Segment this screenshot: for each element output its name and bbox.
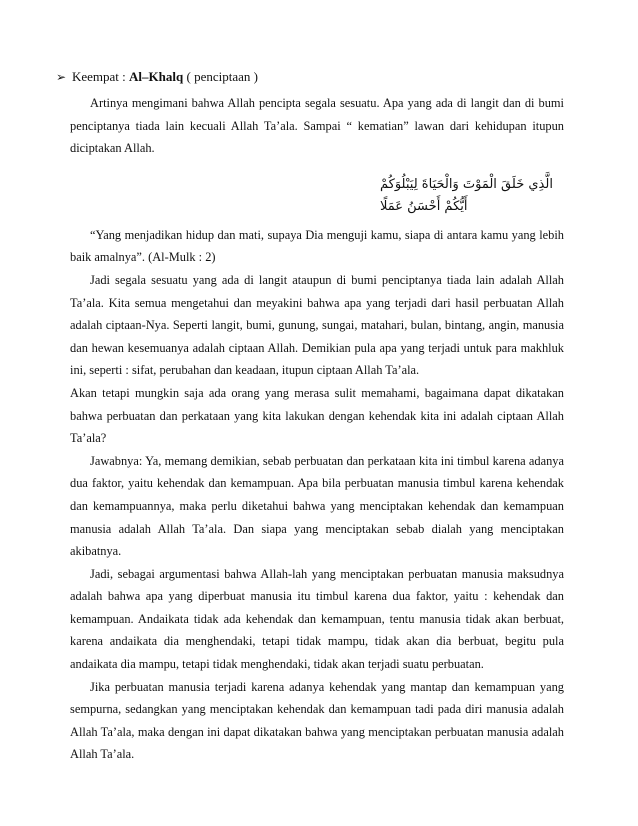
paragraph-4: Akan tetapi mungkin saja ada orang yang merasa sulit memahami, bagaimana dapat dikatakan bahwa perbuatan dan perkataan yang kita lakukan dengan kehendak kita ini adalah ciptaan Allah Ta’ala? <box>70 385 564 446</box>
arabic-verse: الَّذِي خَلَقَ الْمَوْتَ وَالْحَيَاةَ لِيَبْلُوَكُمْ أَيُّكُمْ أَحْسَنُ عَمَلًا <box>380 176 553 214</box>
paragraph-3: Jadi segala sesuatu yang ada di langit ataupun di bumi penciptanya tiada lain adalah Allah Ta’ala. Kita semua mengetahui dan meyakini bahwa apa yang terjadi dari hasil perbuatan Allah adalah ciptaan-Nya. Seperti langit, bumi, gunung, sungai, matahari, bulan, bintang, angin, manusia dan hewan kesemuanya adalah ciptaan Allah. Demikian pula apa yang terjadi untuk para makhluk ini, seperti : sifat, perubahan dan keadaan, itupun ciptaan Allah Ta’ala. <box>70 272 564 378</box>
section-heading <box>56 68 576 86</box>
heading-suffix: ( penciptaan ) <box>183 69 258 84</box>
paragraph-6: Jadi, sebagai argumentasi bahwa Allah-lah yang menciptakan perbuatan manusia maksudnya adalah bahwa apa yang diperbuat manusia itu timbul karena dua faktor, yaitu : kehendak dan kemampuan. Andaikata tidak ada kehendak dan kemampuan, tentu manusia tidak akan berbuat, karena andaikata dia menghendaki, tetapi tidak mampu, tidak akan dia berbuat, begitu pula andaikata dia mampu, tetapi tidak menghendaki, tidak akan terjadi suatu perbuatan. <box>70 566 564 672</box>
heading-prefix: Keempat : <box>72 69 130 84</box>
paragraph-translation: “Yang menjadikan hidup dan mati, supaya Dia menguji kamu, siapa di antara kamu yang lebih baik amalnya”. (Al-Mulk : 2) <box>70 227 564 265</box>
heading-bold-term: Al–Khalq <box>129 69 184 84</box>
paragraph-5: Jawabnya: Ya, memang demikian, sebab perbuatan dan perkataan kita ini timbul karena adanya dua faktor, yaitu kehendak dan kemampuan. Apa bila perbuatan manusia timbul karena kehendak dan kemampuannya, maka perlu diketahui bahwa yang menciptakan kehendak dan kemampuan manusia adalah Allah Ta’ala. Dan siapa yang menciptakan sebab dialah yang menciptakan akibatnya. <box>70 453 564 559</box>
arrow-bullet-icon: ➢ <box>56 70 67 84</box>
paragraph-7: Jika perbuatan manusia terjadi karena adanya kehendak yang mantap dan kemampuan yang sempurna, sedangkan yang menciptakan kehendak dan kemampuan tadi pada diri manusia adalah Allah Ta’ala, maka dengan ini dapat dikatakan bahwa yang menciptakan perbuatan manusia adalah Allah Ta’ala. <box>70 679 564 762</box>
document-body <box>70 92 564 766</box>
paragraph-1: Artinya mengimani bahwa Allah pencipta segala sesuatu. Apa yang ada di langit dan di bumi penciptanya tiada lain kecuali Allah Ta’ala. Sampai “ kematian” lawan dari kehidupan itupun diciptakan Allah. <box>70 96 564 156</box>
